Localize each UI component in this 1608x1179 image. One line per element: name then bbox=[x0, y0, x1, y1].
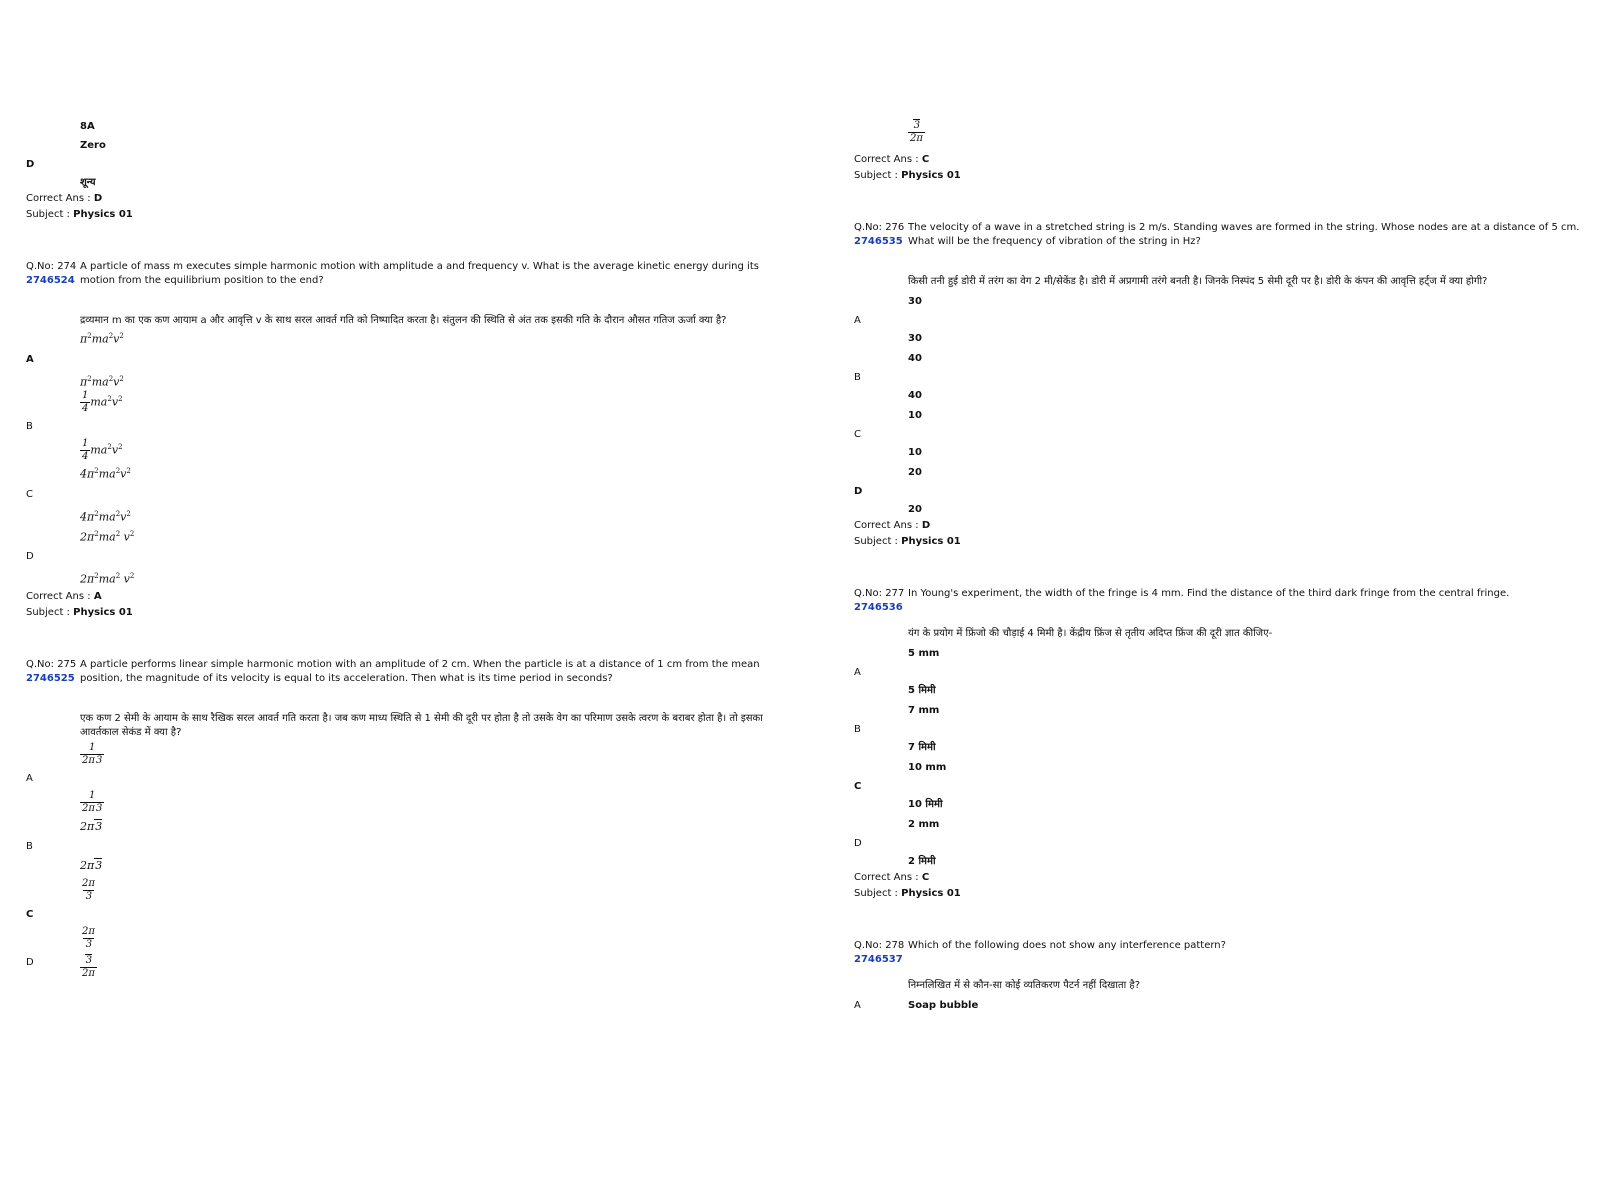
subject: Subject : Physics 01 bbox=[26, 209, 133, 220]
left-column bbox=[26, 120, 766, 980]
question-header bbox=[854, 221, 1594, 249]
option-text-hindi: 40 bbox=[908, 390, 922, 401]
option-label: D bbox=[26, 956, 34, 968]
option-formula: $\frac{1}{2\pi 3}$ bbox=[82, 789, 103, 814]
option-label: A bbox=[854, 667, 861, 678]
question-text: Which of the following does not show any interference pattern? bbox=[908, 940, 1226, 951]
option-label: C bbox=[854, 781, 862, 792]
option-formula: 2π3 bbox=[80, 858, 103, 872]
option-text: Zero bbox=[80, 140, 106, 151]
option-text: 10 bbox=[908, 410, 922, 421]
option-label: D bbox=[26, 159, 35, 170]
option-text-hindi: 30 bbox=[908, 333, 922, 344]
question-text-hindi: एक कण 2 सेमी के आयाम के साथ रैखिक सरल आवर्त गति करता है। जब कण माध्य स्थिति से 1 सेमी की दूरी पर होता है तो उसके वेग का परिमाण उसके त्वरण के बराबर होता है। तो इसका आवर्तकाल सेकंड में क्या है? bbox=[80, 712, 763, 738]
option-label: D bbox=[854, 838, 862, 849]
option-text: Soap bubble bbox=[908, 1000, 979, 1011]
option-formula: $\pi^2ma^2v^2$ bbox=[80, 332, 124, 346]
option-text-hindi: 7 मिमी bbox=[908, 742, 936, 753]
option-formula: $2\pi^2ma^2$ $v^2$ bbox=[80, 529, 135, 544]
option-formula: $\pi^2ma^2v^2$ bbox=[80, 374, 124, 389]
subject: Subject : Physics 01 bbox=[854, 170, 961, 181]
question-text-hindi: निम्नलिखित में से कौन-सा कोई व्यतिकरण पैटर्न नहीं दिखाता है? bbox=[908, 980, 1141, 991]
question-number: Q.No: 277 bbox=[854, 588, 905, 599]
option-text-hindi: शून्य bbox=[80, 177, 96, 188]
question-text-hindi: यंग के प्रयोग में फ्रिंजो की चौड़ाई 4 मिमी है। केंद्रीय फ्रिंज से तृतीय अदिप्त फ्रिंज की दूरी ज्ञात कीजिए- bbox=[908, 628, 1273, 639]
subject: Subject : Physics 01 bbox=[26, 606, 133, 618]
question-text: The velocity of a wave in a stretched string is 2 m/s. Standing waves are formed in the string. Whose nodes are at a distance of 5 cm. What will be the frequency of vibration of the string in Hz? bbox=[908, 222, 1580, 247]
question-text-hindi: द्रव्यमान m का एक कण आयाम a और आवृत्ति v के साथ सरल आवर्त गति को निष्पादित करता है। संतुलन की स्थिति से अंत तक इसकी गति के दौरान औसत गतिज ऊर्जा क्या है? bbox=[80, 315, 727, 326]
question-text-hindi: किसी तनी हुई डोरी में तरंग का वेग 2 मी/सेकेंड है। डोरी में अप्रगामी तरंगे बनती है। जिनके निस्पंद 5 सेमी दूरी पर है। डोरी के कंपन की आवृत्ति हर्ट्ज में क्या होगी? bbox=[908, 276, 1488, 287]
question-text: A particle of mass m executes simple harmonic motion with amplitude a and frequency v. What is the average kinetic energy during its motion from the equilibrium position to the end? bbox=[80, 261, 759, 286]
question-number: Q.No: 275 bbox=[26, 658, 77, 670]
right-column bbox=[854, 120, 1594, 1013]
subject: Subject : Physics 01 bbox=[854, 536, 961, 547]
correct-answer: Correct Ans : A bbox=[26, 590, 102, 602]
option-text-hindi: 5 मिमी bbox=[908, 685, 936, 696]
option-label: C bbox=[26, 488, 33, 500]
option-text-hindi: 2 मिमी bbox=[908, 856, 936, 867]
question-text: In Young's experiment, the width of the fringe is 4 mm. Find the distance of the third dark fringe from the central fringe. bbox=[908, 588, 1510, 599]
question-header bbox=[26, 260, 766, 288]
option-formula: $4\pi^2ma^2v^2$ bbox=[80, 467, 131, 481]
option-label: B bbox=[26, 421, 33, 433]
correct-answer: Correct Ans : C bbox=[854, 154, 930, 165]
correct-answer: Correct Ans : C bbox=[854, 872, 930, 883]
option-text-hindi: 10 मिमी bbox=[908, 799, 943, 810]
question-text: A particle performs linear simple harmonic motion with an amplitude of 2 cm. When the particle is at a distance of 1 cm from the mean position, the magnitude of its velocity is equal to its acceleration. Then what is its time period in seconds? bbox=[80, 658, 760, 684]
option-label: A bbox=[854, 315, 861, 326]
option-formula: $2\pi^2ma^2$ $v^2$ bbox=[80, 572, 135, 586]
option-text-hindi: 10 bbox=[908, 447, 922, 458]
option-text: 5 mm bbox=[908, 648, 940, 659]
option-label: B bbox=[854, 372, 861, 383]
question-header bbox=[854, 587, 1594, 613]
option-formula: $\frac{2\pi}{3}$ bbox=[82, 877, 95, 902]
option-formula: 2π3 bbox=[80, 819, 103, 833]
option-label: B bbox=[26, 840, 33, 852]
option-text: 2 mm bbox=[908, 819, 940, 830]
question-number: Q.No: 278 bbox=[854, 940, 905, 951]
option-formula: $\frac{3}{2\pi}$ bbox=[82, 954, 95, 979]
option-label: D bbox=[854, 486, 863, 497]
option-label: C bbox=[26, 908, 34, 920]
option-text: 10 mm bbox=[908, 762, 947, 773]
subject: Subject : Physics 01 bbox=[854, 888, 961, 899]
option-text-hindi: 20 bbox=[908, 504, 922, 515]
option-text: 20 bbox=[908, 467, 922, 478]
option-formula: $\frac{1}{2\pi 3}$ bbox=[82, 741, 103, 766]
option-label: A bbox=[26, 772, 33, 784]
question-header bbox=[854, 939, 1594, 965]
question-id: 2746537 bbox=[854, 954, 903, 965]
option-formula: $\frac{1}{4}$ $ma^2v^2$ bbox=[82, 438, 123, 463]
question-id: 2746536 bbox=[854, 602, 903, 613]
question-number: Q.No: 274 bbox=[26, 261, 77, 272]
option-formula: $4\pi^2ma^2v^2$ bbox=[80, 509, 131, 524]
correct-answer: Correct Ans : D bbox=[854, 520, 931, 531]
option-label: C bbox=[854, 429, 861, 440]
option-label: A bbox=[854, 1000, 861, 1011]
question-number: Q.No: 276 bbox=[854, 222, 905, 233]
option-label: A bbox=[26, 353, 34, 365]
option-text: 30 bbox=[908, 296, 922, 307]
option-text: 40 bbox=[908, 353, 922, 364]
option-formula: $\frac{3}{2\pi}$ bbox=[910, 120, 923, 144]
option-text: 8A bbox=[80, 121, 95, 132]
question-header bbox=[26, 658, 766, 686]
correct-answer: Correct Ans : D bbox=[26, 193, 103, 204]
option-label: D bbox=[26, 551, 34, 563]
question-id: 2746525 bbox=[26, 672, 75, 684]
option-formula: $\frac{2\pi}{3}$ bbox=[82, 925, 95, 950]
question-id: 2746524 bbox=[26, 275, 75, 286]
option-text: 7 mm bbox=[908, 705, 940, 716]
option-formula: $\frac{1}{4}$ $ma^2v^2$ bbox=[82, 390, 123, 415]
question-id: 2746535 bbox=[854, 236, 903, 247]
option-label: B bbox=[854, 724, 861, 735]
